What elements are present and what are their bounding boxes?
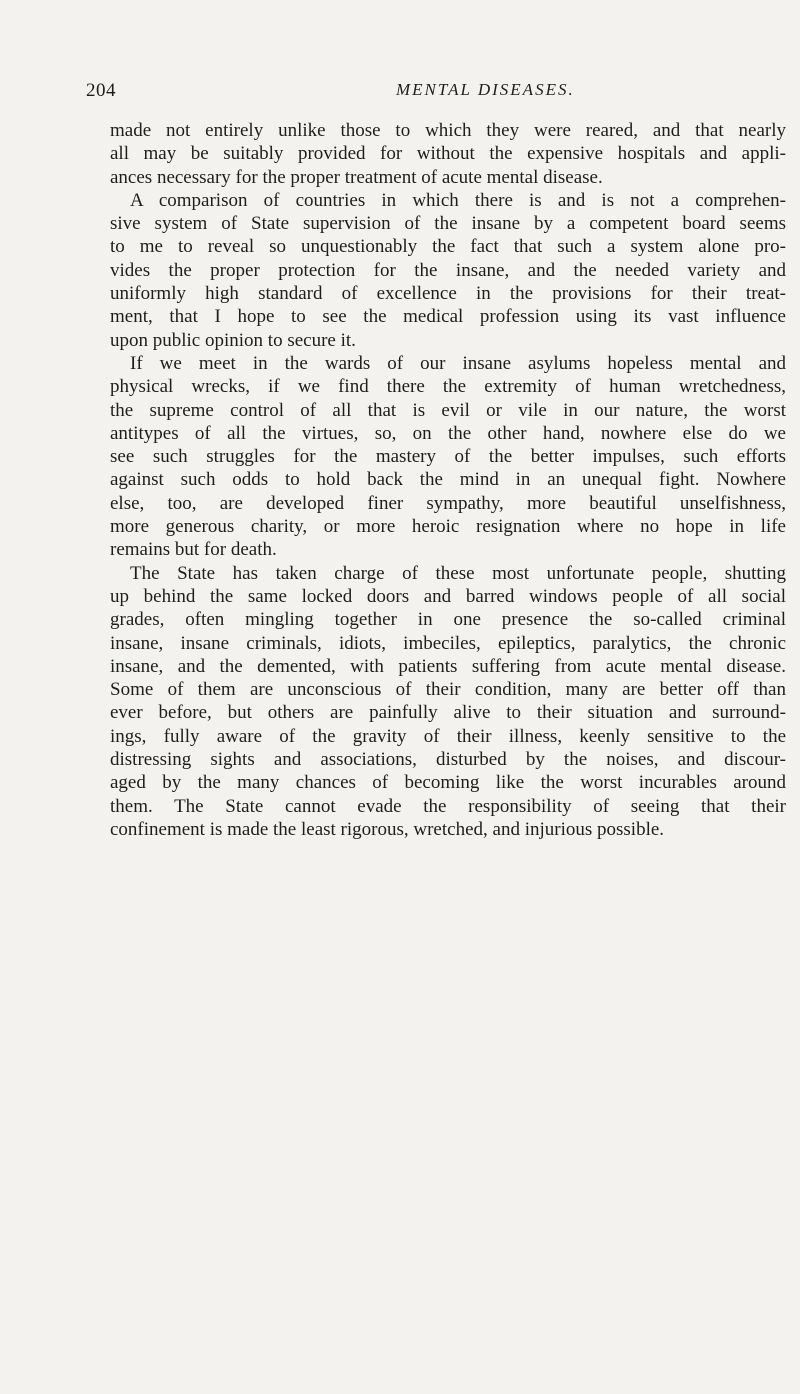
- text-line: antitypes of all the virtues, so, on the other hand, nowhere else do we: [110, 422, 786, 444]
- text-line: physical wrecks, if we find there the extremity of human wretchedness,: [110, 376, 786, 398]
- text-line: vides the proper protection for the insane, and the needed variety and: [110, 259, 786, 281]
- text-line: insane, and the demented, with patients suffering from acute mental disease.: [110, 655, 786, 677]
- body-text: [110, 119, 786, 841]
- text-line: them. The State cannot evade the responsibility of seeing that their: [110, 795, 786, 817]
- text-line: ever before, but others are painfully alive to their situation and surround-: [110, 702, 786, 724]
- text-line: up behind the same locked doors and barred windows people of all social: [110, 585, 786, 607]
- text-line: the supreme control of all that is evil or vile in our nature, the worst: [110, 399, 786, 421]
- text-line: distressing sights and associations, disturbed by the noises, and discour-: [110, 749, 786, 771]
- text-line: sive system of State supervision of the insane by a competent board seems: [110, 213, 786, 235]
- text-line: upon public opinion to secure it.: [110, 329, 356, 351]
- text-line: ings, fully aware of the gravity of their illness, keenly sensitive to the: [110, 725, 786, 747]
- text-line: Some of them are unconscious of their condition, many are better off than: [110, 679, 786, 701]
- text-line: see such struggles for the mastery of the better impulses, such efforts: [110, 446, 786, 468]
- text-line: against such odds to hold back the mind in an unequal fight. Nowhere: [110, 469, 786, 491]
- text-line: made not entirely unlike those to which they were reared, and that nearly: [110, 120, 786, 141]
- text-line: insane, insane criminals, idiots, imbeciles, epileptics, paralytics, the chronic: [110, 632, 786, 654]
- page-header: [86, 80, 782, 108]
- running-head: MENTAL DISEASES.: [396, 80, 575, 99]
- text-line: The State has taken charge of these most unfortunate people, shutting: [130, 562, 786, 584]
- text-line: remains but for death.: [110, 539, 277, 561]
- text-line: ances necessary for the proper treatment of acute mental disease.: [110, 166, 603, 188]
- text-line: confinement is made the least rigorous, wretched, and injurious possible.: [110, 818, 665, 840]
- text-line: A comparison of countries in which there is and is not a comprehen-: [130, 189, 786, 211]
- text-line: ment, that I hope to see the medical profession using its vast influence: [110, 306, 786, 328]
- text-line: grades, often mingling together in one presence the so-called criminal: [110, 609, 786, 631]
- text-line: uniformly high standard of excellence in the provisions for their treat-: [110, 283, 786, 305]
- text-line: aged by the many chances of becoming like the worst incurables around: [110, 772, 786, 794]
- text-line: more generous charity, or more heroic resignation where no hope in life: [110, 516, 786, 538]
- text-line: If we meet in the wards of our insane asylums hopeless mental and: [130, 352, 786, 374]
- text-line: all may be suitably provided for without the expensive hospitals and appli-: [110, 143, 786, 165]
- text-line: else, too, are developed finer sympathy, more beautiful unselfishness,: [110, 492, 786, 514]
- page-number: 204: [86, 80, 116, 101]
- text-line: to me to reveal so unquestionably the fact that such a system alone pro-: [110, 236, 786, 258]
